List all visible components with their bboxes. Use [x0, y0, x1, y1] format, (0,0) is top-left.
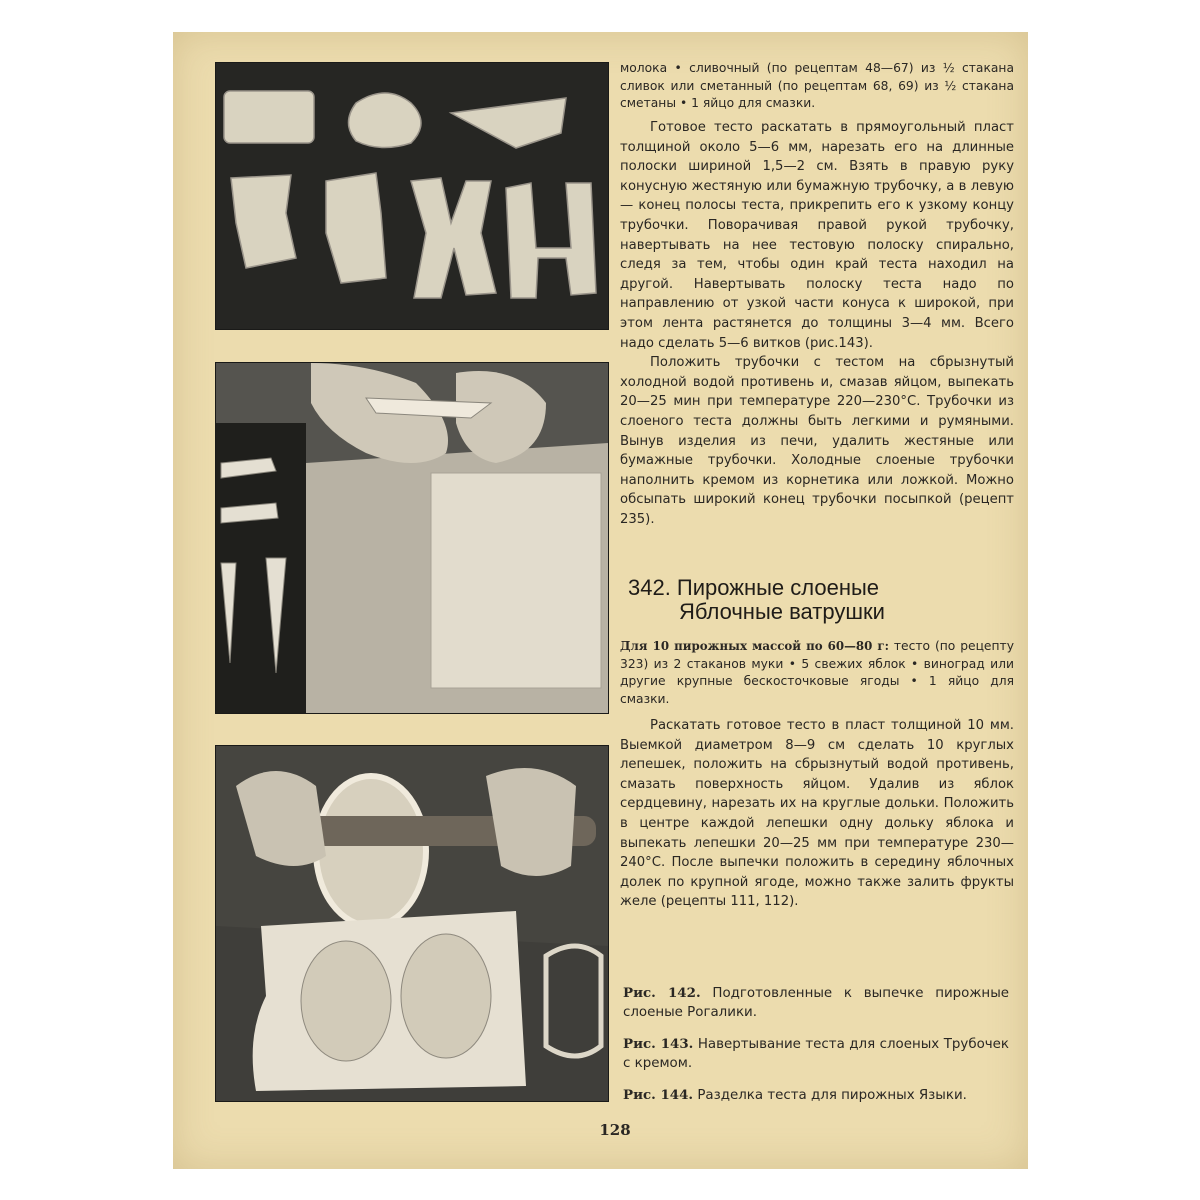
- caption-text: Подготовленные к выпечке пирожные слоеные Рогалики.: [623, 986, 1009, 1020]
- caption-label: Рис. 144.: [623, 1087, 694, 1103]
- caption-label: Рис. 143.: [623, 1036, 694, 1052]
- recipe-subtitle: Яблочные ватрушки: [679, 599, 885, 624]
- caption-fig-143: [623, 1035, 1009, 1073]
- ingredients-list: тесто (по рецепту 323) из 2 стаканов муки • 5 свежих яблок • виноград или другие крупные бескосточковые ягоды • 1 яйцо для смазки.: [620, 639, 1014, 706]
- recipe-heading: [628, 576, 1018, 624]
- caption-fig-144: [623, 1086, 1009, 1105]
- figure-143-photo: [215, 362, 609, 714]
- method-paragraph-3: Раскатать готовое тесто в пласт толщиной 10 мм. Выемкой диаметром 8—9 см сделать 10 круглых лепешек, положить на сбрызнутый водой противень, смазать поверхность яйцом. Удалив из яблок сердцевину, нарезать их на круглые дольки. Положить в центре каждой лепешки одну дольку яблока и выпекать лепешки 20—25 мм при температуре 230—240°С. После выпечки положить в середину яблочных долек по крупной ягоде, можно также залить фрукты желе (рецепты 111, 112).: [620, 718, 1014, 910]
- ingredients-continuation-text: молока • сливочный (по рецептам 48—67) из ½ стакана сливок или сметанный (по рецептам 68, 69) из ½ стакана сметаны • 1 яйцо для смазки.: [620, 61, 1014, 110]
- caption-text: Разделка теста для пирожных Языки.: [693, 1088, 967, 1103]
- recipe-method: [620, 716, 1014, 912]
- ingredients-heading: Для 10 пирожных массой по 60—80 г:: [620, 639, 889, 653]
- figure-142-photo: [215, 62, 609, 330]
- method-paragraph-2: Положить трубочки с тестом на сбрызнутый холодной водой противень и, смазав яйцом, выпекать 20—25 мин при температуре 220—230°С. Трубочки из слоеного теста должны быть легкими и румяными. Вынув изделия из печи, удалить жестяные или бумажные трубочки. Холодные слоеные трубочки наполнить кремом из корнетика или ложкой. Можно обсыпать широкий конец трубочки посыпкой (рецепт 235).: [620, 355, 1014, 527]
- caption-label: Рис. 142.: [623, 985, 701, 1001]
- page-number: 128: [599, 1121, 631, 1139]
- method-paragraph-1: Готовое тесто раскатать в прямоугольный пласт толщиной около 5—6 мм, нарезать его на длинные полоски шириной 1,5—2 см. Взять в правую руку конусную жестяную или бумажную трубочку, а в левую — конец полосы теста, прикрепить его к узкому концу трубочки. Поворачивая правой рукой трубочку, навертывать на нее тестовую полоску спирально, следя за тем, чтобы один край теста находил на другой. Навертывать полоску теста надо по направлению от узкой части конуса к широкой, при этом лента растянется до толщины 3—4 мм. Всего надо сделать 5—6 витков (рис.143).: [620, 120, 1014, 351]
- recipe-ingredients: [620, 638, 1014, 708]
- recipe-text-block-1: [620, 118, 1014, 529]
- recipe-title: 342. Пирожные слоеные: [628, 575, 880, 600]
- ingredients-continuation: [620, 60, 1014, 113]
- caption-text: Навертывание теста для слоеных Трубочек с кремом.: [623, 1037, 1010, 1071]
- caption-fig-142: [623, 984, 1009, 1022]
- figure-144-photo: [215, 745, 609, 1102]
- ingredients-paragraph: [620, 638, 1014, 708]
